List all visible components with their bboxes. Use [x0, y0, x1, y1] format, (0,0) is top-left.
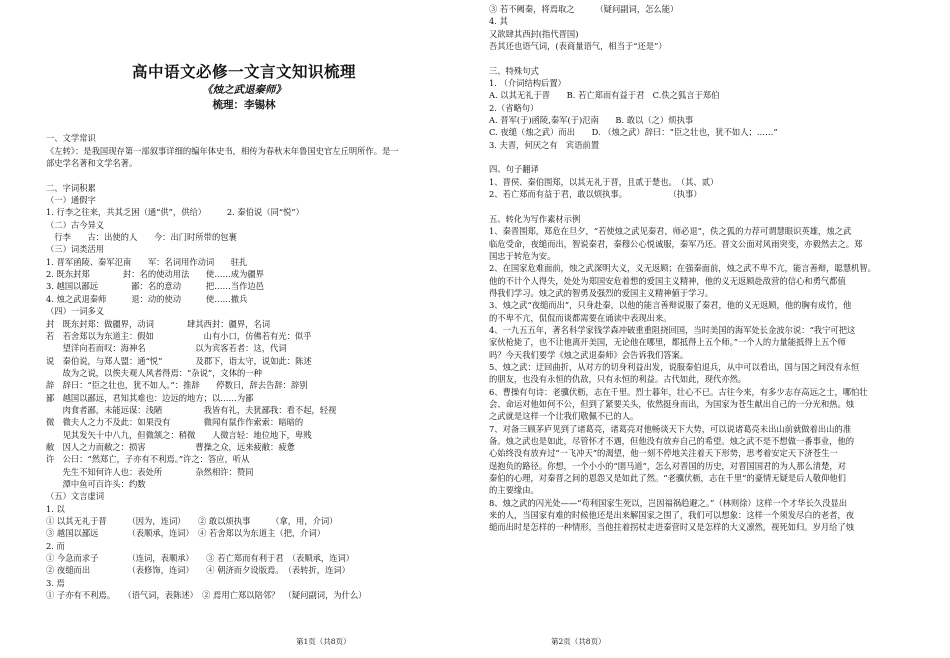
text-line: 2、在国家危难面前，烛之武深明大义，义无返顾；在强秦面前，烛之武不卑不亢，能言善辩，聪慧机智。	[489, 263, 876, 274]
text-line: 1. 晋军函陵、秦军氾南 军：名词用作动词 驻扎	[46, 256, 248, 267]
text-line: 7、对备三顾茅庐见到了诸葛亮，诸葛亮对他畅谈天下大势，可以说诸葛亮未出山前就做着出山的准	[489, 423, 852, 434]
text-line: 四、句子翻译	[489, 164, 539, 175]
text-line: 来的人，当国家有难的时候他还是出来解国家之围了，我们可以想象：这样一个须发尽白的老者，夜	[489, 510, 855, 521]
text-line: 3. 越国以鄙远 鄙：名的意动 把……当作边邑	[46, 281, 264, 292]
text-line: 4. 烛之武退秦师 退：动的使动 使……撤兵	[46, 293, 248, 304]
text-line: ③ 若不阙秦，将焉取之 （疑问副词，怎么能）	[489, 4, 679, 14]
text-line: 4. 其	[489, 16, 508, 27]
text-line: 会、命运对他如何不公，但到了紧要关头，依然挺身而出，为国家为苍生献出自己的一分光和热。烛	[489, 399, 855, 409]
text-line	[46, 120, 399, 132]
text-line: 1. （介词结构后置）	[489, 78, 566, 89]
page-2-body	[489, 3, 876, 534]
text-line	[489, 52, 876, 64]
text-line: 《左转》：是我国现存第一部叙事详细的编年体史书，相传为春秋末年鲁国史官左丘明所作。是一	[46, 145, 399, 156]
text-line: 潭中鱼可百许头：约数	[46, 478, 146, 489]
text-line: 的主要缘由。	[489, 485, 539, 496]
text-line: 3. 夫晋，何厌之有 宾语前置	[489, 139, 600, 150]
text-line: 5、烛之武：迂回曲折，从对方的切身利益出发，说服秦伯退兵，从中可以看出，国与国之间没有永恒	[489, 361, 860, 372]
text-line: 的不卑不亢，侃侃而谈都需要在诵读中表现出来。	[489, 312, 672, 323]
text-line: 行李 古：出使的人 今：出门时所带的包裹	[46, 232, 237, 243]
text-line: 的朋友，也没有永恒的仇敌，只有永恒的利益。古代如此，现代亦然。	[489, 374, 747, 385]
text-line: ② 夜缒而出 （表修饰，连词） ④ 朝济而夕设版焉。 （表转折，连词）	[46, 565, 350, 576]
text-line: 心始终没有放弃过“一飞冲天”的渴望，他一刻不停地关注着天下形势，思考着安定天下济苍生一	[489, 448, 838, 459]
text-line: 肉食者鄙，未能远谋：浅陋 我皆有礼，夫犹鄙我：看不起，轻视	[46, 404, 337, 415]
text-line: 6、曹操有句诗：老骥伏枥，志在千里。烈士暮年，壮心不已。古往今来，有多少志存高远之士，哪怕壮	[489, 386, 868, 397]
text-line: 1、晋侯、秦伯围郑，以其无礼于晋，且贰于楚也。 （其、贰）	[489, 176, 719, 187]
text-line: 说 秦伯说，与郑人盟：通“悦” 及郡下，诣太守，说如此：陈述	[46, 355, 312, 366]
text-line: ① 子亦有不利焉。 （语气词，表陈述） ② 焉用亡郑以陪邻？ （疑问副词，为什么）	[46, 590, 367, 601]
text-line: 3、烛之武“夜缒而出”，只身赴秦，以他的能言善辩说服了秦君，他的义无返顾，他的胸有成竹，他	[489, 300, 852, 311]
text-line: 若 若舍郑以为东道主：假如 山有小口，仿佛若有光：似乎	[46, 330, 312, 341]
text-line: 逞抱负的路径。你想，一个小小的“圉马道”，怎么对晋国的历史，对晋国国君的为人那么清楚，对	[489, 460, 846, 471]
text-line: 五、转化为写作素材示例	[489, 213, 581, 224]
text-line: 二、字词积累	[46, 182, 96, 193]
text-line: 吗？今天我们要学《烛之武退秦师》会告诉我们答案。	[489, 349, 689, 360]
text-line: 2. 而	[46, 540, 65, 551]
text-line: （四）一词多义	[46, 306, 105, 317]
text-line	[46, 169, 399, 181]
page-title: 高中语文必修一文言文知识梳理	[131, 63, 356, 81]
page-1-body	[46, 120, 399, 601]
text-line: 秦伯的心理，对秦晋之间的恩怨又是如此了然。“老骥伏枥，志在千里”的豪情无疑是后人敬仰他们	[489, 473, 846, 484]
text-line: 见其发矢十中八九，但微颔之：稍微 人微言轻：地位地下，卑贱	[46, 429, 312, 440]
article-subtitle: 《烛之武退秦师》	[202, 84, 286, 96]
author-line: 梳理：李锡林	[212, 99, 276, 111]
text-line: 许 公曰：“然郑亡，子亦有不利焉。”许之：答应，听从	[46, 454, 250, 465]
text-line: （二）古今异义	[46, 219, 105, 230]
text-line: （三）词类活用	[46, 244, 105, 255]
text-line: ① 以其无礼于晋 （因为，连词） ② 敢以烦执事 （拿，用，介词）	[46, 516, 338, 526]
text-line: 又欲肆其西封(指代晋国)	[489, 28, 579, 39]
text-line	[489, 201, 876, 213]
text-line: （一）通假字	[46, 195, 96, 206]
page-2	[489, 0, 909, 658]
text-line: 4、一九五五年，著名科学家钱学森冲破重重阻挠回国，当时美国的海军处长金波尔说：“我宁可把这	[489, 324, 856, 335]
text-line: 备。烛之武也是如此，尽管怀才不遇，但他没有放弃自己的希望。烛之武不是不想做一番事业，他的	[489, 436, 855, 447]
text-line: 缒而出时是怎样的一种情形，当他拄着拐杖走进秦营时又是怎样的大义凛然，视死如归。岁月给了烛	[489, 522, 855, 533]
page-1	[46, 0, 442, 658]
text-line: 3. 焉	[46, 577, 65, 588]
text-line: 国忠于转危为安。	[489, 250, 556, 261]
text-line: 先生不知何许人也：表处所 杂然相许：赞同	[46, 466, 254, 477]
text-line	[489, 151, 876, 163]
text-line: ① 今急而求子 （连词，表顺承） ③ 若亡郑而有利于君 （表顺承，连词）	[46, 553, 355, 564]
text-line: 得我们学习。烛之武的智勇及强烈的爱国主义精神値于学习。	[489, 287, 714, 298]
text-line: 故为之说，以俟夫观人风者得焉：“杂说”，文体的一种	[46, 367, 262, 378]
text-line: 辞 辞曰：“臣之壮也，犹不如人。”：推辞 停数日，辞去告辞：辞别	[46, 380, 308, 391]
text-line: 临危受命，夜缒而出，智说秦君，秦穆公心悦诚服，秦军乃还。晋文公面对风雨突变，亦毅然去之。郑	[489, 238, 863, 249]
page-1-footer: 第1页（共8页）	[296, 637, 351, 646]
text-line: 敝 因人之力而敝之：损害 曹操之众，远来疲敝：疲惫	[46, 441, 295, 452]
text-line: 2、若亡郑而有益于君，敢以烦执事。 （执事）	[489, 189, 702, 200]
text-line: 他的不计个人得失，处处为郑国安危着想的爱国主义精神，他的义无返顾赴敌营的信心和勇气都值	[489, 275, 846, 286]
text-line: C. 夜缒（烛之武）而出 D. （烛之武）辞曰：“臣之壮也，犹不如人；……”	[489, 127, 778, 138]
text-line: 三、特殊句式	[489, 65, 539, 76]
text-line: 1. 以	[46, 503, 65, 514]
page-2-footer: 第2页（共8页）	[551, 637, 606, 646]
text-line: 1、秦晋围郑，郑危在旦夕，“若使烛之武见秦君，师必退”，佚之狐的力荐可谓慧眼识英雄，烛之武	[489, 226, 852, 237]
text-line: 2. 既东封郑 封：名的使动用法 使……成为疆界	[46, 269, 264, 280]
text-line: 吾其还也语气词，(表商量语气，相当于“还是”）	[489, 41, 667, 52]
text-line: （五）文言虚词	[46, 491, 105, 502]
text-line: A. 以其无礼于晋 B. 若亡郑而有益于君 C.佚之狐言于郑伯	[489, 90, 720, 101]
text-line: ③ 越国以鄙远 （表顺承，连词） ④ 若舍郑以为东道主（把，介词）	[46, 528, 326, 539]
text-line: 家伙枪毙了，也不让他离开美国，无论他在哪里，都抵得上五个师。”一个人的力量能抵得上五个师	[489, 337, 846, 348]
text-line: 鄙 越国以鄙远，君知其难也：边远的地方；以……为鄙	[46, 392, 254, 403]
text-line: 1. 行李之往来，共其乏困（通“供”，供给） 2. 秦伯说（同“悦”）	[46, 207, 304, 218]
text-line: 部史学名著和文学名著。	[46, 158, 138, 169]
text-line: 一、文学常识	[46, 133, 96, 144]
text-line: 8、烛之武的闪光处——“苟利国家生死以，岂因福祸趋避之。”（林则徐）这样一个才华长久没显出	[489, 497, 848, 508]
text-line: A. 晋军(于)函陵,秦军(于)氾南 B. 敢以（之）烦执事	[489, 115, 694, 126]
text-line: 望洋向若而叹：海神名 以为宾客若者：这，代词	[46, 343, 287, 354]
text-line: 2.（省略句）	[489, 102, 539, 113]
text-line: 封 既东封郑：做疆界，动词 肆其西封：疆界，名词	[46, 318, 271, 329]
text-line: 微 微夫人之力不及此：如果没有 微闻有鼠作作索索：暗暗的	[46, 417, 304, 428]
text-line: 之武就是这样一个让我们敬佩不已的人。	[489, 411, 639, 422]
